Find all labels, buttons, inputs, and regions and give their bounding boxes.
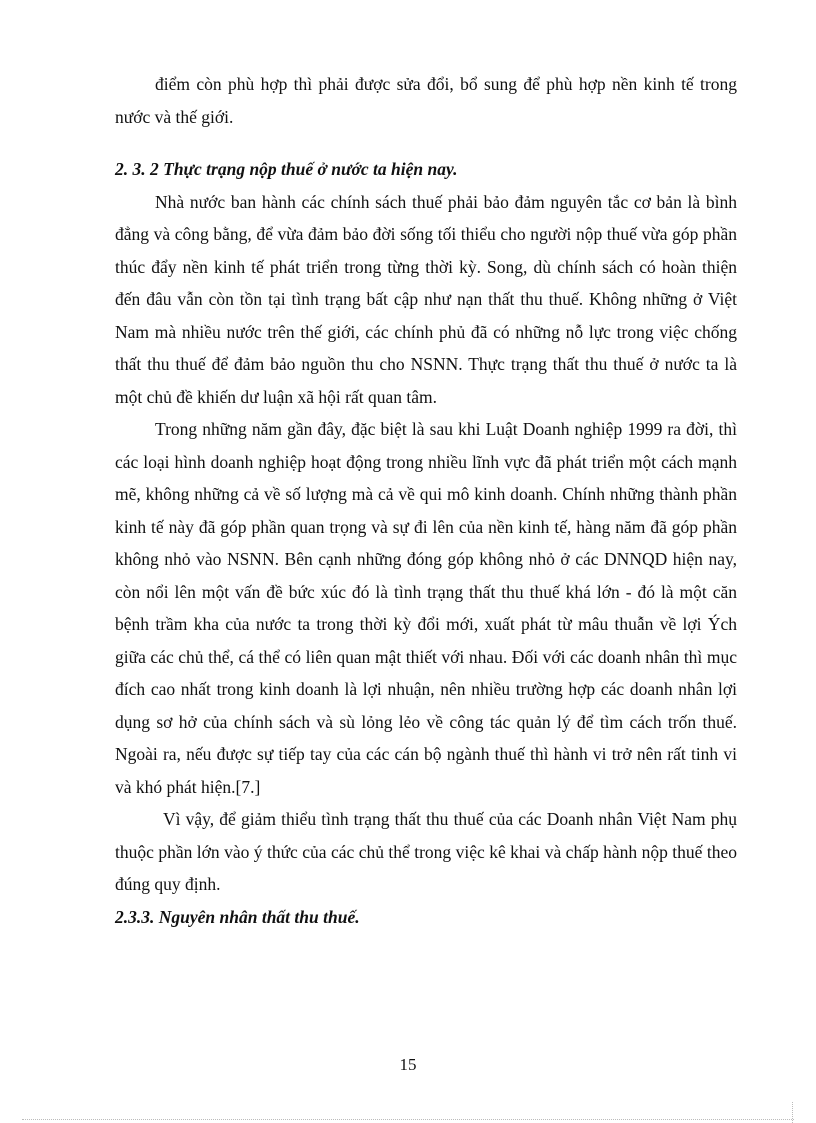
page-number: 15 <box>399 1055 417 1074</box>
paragraph-continuation: điểm còn phù hợp thì phải được sửa đổi, bổ sung để phù hợp nền kinh tế trong nước và thế giới. <box>115 74 737 127</box>
paragraph-tax-policy: Nhà nước ban hành các chính sách thuế phải bảo đảm nguyên tắc cơ bản là bình đẳng và công bằng, để vừa đảm bảo đời sống tối thiểu cho người nộp thuế vừa góp phần thúc đẩy nền kinh tế phát triển trong từng thời kỳ. Song, dù chính sách có hoàn thiện đến đâu vẫn còn tồn tại tình trạng bất cập như nạn thất thu thuế. Không những ở Việt Nam mà nhiều nước trên thế giới, các chính phủ đã có những nỗ lực trong việc chống thất thu thuế để đảm bảo nguồn thu cho NSNN. Thực trạng thất thu thuế ở nước ta là một chủ đề khiến dư luận xã hội rất quan tâm. <box>115 191 737 407</box>
spacer <box>115 133 737 153</box>
section-heading-2-3-3: 2.3.3. Nguyên nhân thất thu thuế. <box>115 906 360 927</box>
page-bottom-border <box>22 1119 794 1120</box>
page-body <box>115 68 737 933</box>
section-heading-2-3-2: 2. 3. 2 Thực trạng nộp thuế ở nước ta hiện nay. <box>115 159 458 179</box>
paragraph-enterprise-law: Trong những năm gần đây, đặc biệt là sau khi Luật Doanh nghiệp 1999 ra đời, thì các loại hình doanh nghiệp hoạt động trong nhiều lĩnh vực đã phát triển một cách mạnh mẽ, không những cả về số lượng mà cả về qui mô kinh doanh. Chính những thành phần kinh tế này đã góp phần quan trọng và sự đi lên của nền kinh tế, hàng năm đã góp phần không nhỏ vào NSNN. Bên cạnh những đóng góp không nhỏ ở các DNNQD hiện nay, còn nổi lên một vấn đề bức xúc đó là tình trạng thất thu thuế khá lớn - đó là một căn bệnh trầm kha của nước ta trong thời kỳ đổi mới, xuất phát từ mâu thuẫn về lợi Ých giữa các chủ thể, cá thể có liên quan mật thiết với nhau. Đối với các doanh nhân thì mục đích cao nhất trong kinh doanh là lợi nhuận, nên nhiều trường hợp các doanh nhân lợi dụng sơ hở của chính sách và sù lỏng lẻo về công tác quản lý để tìm cách trốn thuế. Ngoài ra, nếu được sự tiếp tay của các cán bộ ngành thuế thì hành vi trở nên rất tinh vi và khó phát hiện.[7.] <box>115 419 737 797</box>
page-right-border <box>792 1102 793 1123</box>
paragraph-conclusion: Vì vậy, để giảm thiểu tình trạng thất thu thuế của các Doanh nhân Việt Nam phụ thuộc phần lớn vào ý thức của các chủ thể trong việc kê khai và chấp hành nộp thuế theo đúng quy định. <box>115 809 737 894</box>
